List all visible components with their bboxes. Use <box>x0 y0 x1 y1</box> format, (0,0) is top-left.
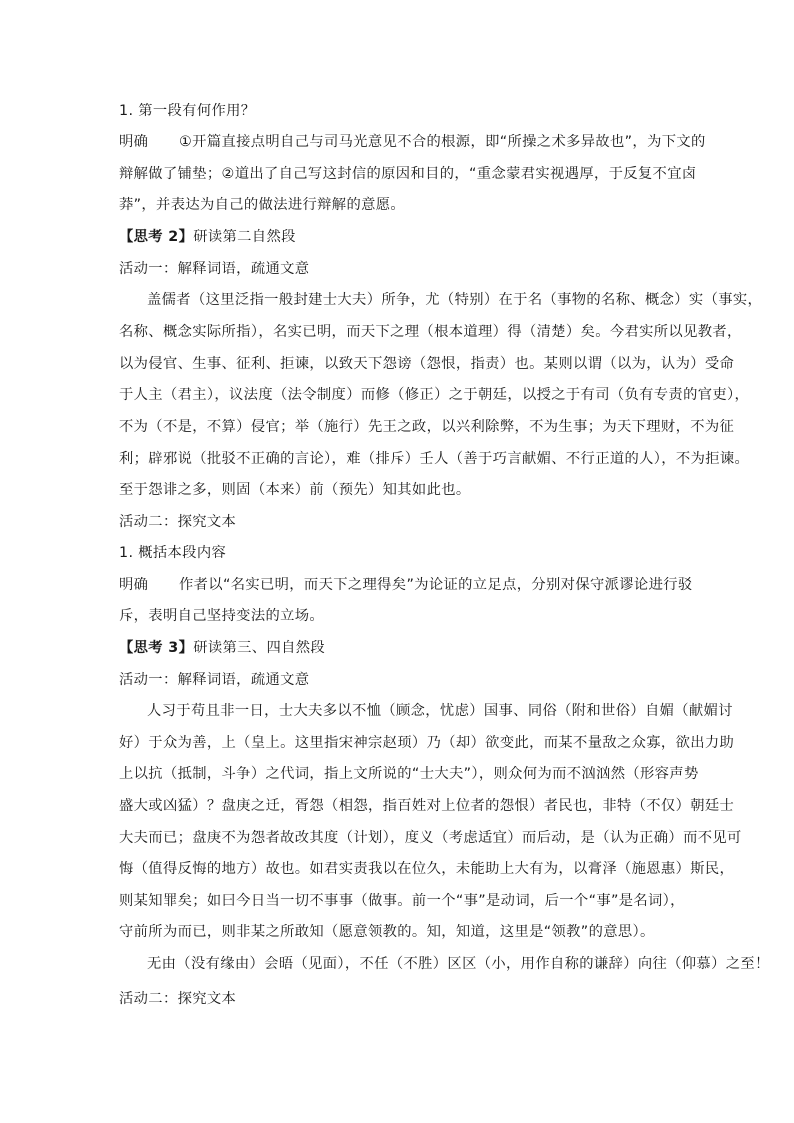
paragraph-line: 上以抗（抵制，斗争）之代词，指上文所说的“士大夫”），则众何为而不汹汹然（形容声势 <box>119 766 699 782</box>
paragraph-line: 人习于苟且非一日，士大夫多以不恤（顾念，忧虑）国事、同俗（附和世俗）自媚（献媚讨 <box>147 703 733 719</box>
paragraph-line: 盖儒者（这里泛指一般封建士大夫）所争，尤（特别）在于名（事物的名称、概念）实（事实， <box>147 292 763 308</box>
answer-line-2: 斥，表明自己坚持变法的立场。 <box>119 608 325 624</box>
answer-text: ①开篇直接点明自己与司马光意见不合的根源，即“所操之术多异故也”，为下文的 <box>179 134 706 150</box>
answer-label: 明确 <box>119 134 149 150</box>
paragraph-line: 好）于众为善，上（皇上。这里指宋神宗赵顼）乃（却）欲变此，而某不量敌之众寡，欲出力助 <box>119 735 735 751</box>
answer-label: 明确 <box>119 577 149 593</box>
answer-line-3: 莽”，并表达为自己的做法进行辩解的意愿。 <box>119 197 406 213</box>
question-1: 1. 第一段有何作用？ <box>119 103 256 119</box>
paragraph-line: 无由（没有缘由）会晤（见面），不任（不胜）区区（小，用作自称的谦辞）向往（仰慕）之至！ <box>147 956 770 972</box>
answer-line-1 <box>119 575 693 595</box>
sikao-2-heading <box>119 227 679 247</box>
paragraph-line: 则某知罪矣；如曰今日当一切不事事（做事。前一个“事”是动词，后一个“事”是名词）， <box>119 893 685 909</box>
sikao-3-title: 研读第三、四自然段 <box>193 640 326 656</box>
answer-line-2: 辩解做了铺垫；②道出了自己写这封信的原因和目的，“重念蒙君实视遇厚，于反复不宜卤 <box>119 166 697 182</box>
activity-1-heading: 活动一：解释词语，疏通文意 <box>119 261 310 277</box>
question-summary: 1. 概括本段内容 <box>119 545 227 561</box>
answer-text: 作者以“名实已明，而天下之理得矣”为论证的立足点，分别对保守派谬论进行驳 <box>179 577 693 593</box>
activity-1-heading: 活动一：解释词语，疏通文意 <box>119 672 310 688</box>
paragraph-line: 于人主（君主），议法度（法令制度）而修（修正）之于朝廷，以授之于有司（负有专责的官吏）， <box>119 387 750 403</box>
activity-2-heading: 活动二：探究文本 <box>119 514 237 530</box>
sikao-2-title: 研读第二自然段 <box>193 229 296 245</box>
sikao-3-label: 【思考 3】 <box>119 640 194 656</box>
paragraph-line: 守前所为而已，则非某之所敢知（愿意领教的。知，知道，这里是“领教”的意思）。 <box>119 924 655 940</box>
answer-line-1 <box>119 132 706 152</box>
paragraph-line: 大夫而已；盘庚不为怨者故改其度（计划），度义（考虑适宜）而后动，是（认为正确）而不见可 <box>119 830 742 846</box>
paragraph-line: 利；辟邪说（批驳不正确的言论），难（排斥）壬人（善于巧言献媚、不行正道的人），不为拒谏。 <box>119 451 750 467</box>
sikao-3-heading <box>119 638 679 658</box>
sikao-2-label: 【思考 2】 <box>119 229 194 245</box>
paragraph-line: 悔（值得反悔的地方）故也。如君实责我以在位久，未能助上大有为，以膏泽（施恩惠）斯民， <box>119 861 735 877</box>
paragraph-line: 至于怨诽之多，则固（本来）前（预先）知其如此也。 <box>119 482 471 498</box>
paragraph-line: 以为侵官、生事、征利、拒谏，以致天下怨谤（怨恨，指责）也。某则以谓（以为，认为）受命 <box>119 356 735 372</box>
activity-2-heading: 活动二：探究文本 <box>119 991 237 1007</box>
paragraph-line: 盛大或凶猛）？盘庚之迁，胥怨（相怨，指百姓对上位者的怨恨）者民也，非特（不仅）朝廷士 <box>119 798 735 814</box>
paragraph-line: 不为（不是，不算）侵官；举（施行）先王之政，以兴利除弊，不为生事；为天下理财，不为征 <box>119 419 735 435</box>
paragraph-line: 名称、概念实际所指），名实已明，而天下之理（根本道理）得（清楚）矣。今君实所以见教者， <box>119 324 742 340</box>
